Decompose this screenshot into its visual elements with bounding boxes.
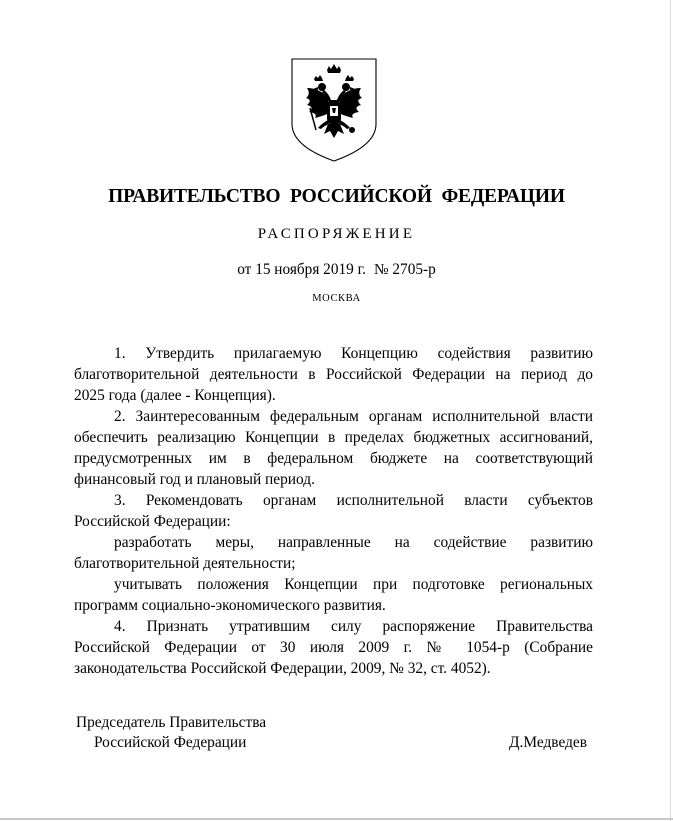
- signatory-name: Д.Медведев: [509, 734, 588, 751]
- body-line: 3. Рекомендовать органам исполнительной власти субъектов: [114, 492, 593, 509]
- body-line: 1. Утвердить прилагаемую Концепцию содействия развитию: [114, 345, 593, 362]
- body-line: разработать меры, направленные на содействие развитию: [114, 534, 593, 551]
- signatory-position-line2: Российской Федерации: [94, 734, 247, 751]
- russian-coat-of-arms-icon: [291, 58, 377, 162]
- document-number: № 2705-р: [373, 261, 436, 278]
- body-line: учитывать положения Концепции при подготовке региональных: [114, 576, 593, 593]
- body-line: Российской Федерации:: [74, 513, 231, 530]
- document-type: РАСПОРЯЖЕНИЕ: [257, 226, 416, 242]
- body-line: благотворительной деятельности;: [74, 555, 296, 572]
- body-line: обеспечить реализацию Концепции в пределах бюджетных ассигнований,: [74, 429, 593, 446]
- document-date: от 15 ноября 2019 г.: [237, 261, 366, 278]
- government-title: ПРАВИТЕЛЬСТВО РОССИЙСКОЙ ФЕДЕРАЦИИ: [108, 186, 565, 207]
- body-line: 2025 года (далее - Концепция).: [74, 387, 276, 404]
- body-line: предусмотренных им в федеральном бюджете на соответствующий: [74, 450, 593, 467]
- body-line: Российской Федерации от 30 июля 2009 г. № 1054-р (Собрание: [74, 639, 593, 656]
- page-edge-bottom: [0, 818, 673, 820]
- document-city: МОСКВА: [312, 293, 361, 304]
- body-line: благотворительной деятельности в Российской Федерации на период до: [74, 366, 593, 383]
- body-line: 4. Признать утратившим силу распоряжение Правительства: [114, 618, 593, 635]
- body-line: 2. Заинтересованным федеральным органам исполнительной власти: [114, 408, 593, 425]
- signatory-position-line1: Председатель Правительства: [76, 714, 267, 731]
- body-line: финансовый год и плановый период.: [74, 471, 315, 488]
- body-line: программ социально-экономического развития.: [74, 597, 386, 614]
- document-date-line: [0, 261, 673, 279]
- body-line: законодательства Российской Федерации, 2009, № 32, ст. 4052).: [74, 660, 491, 677]
- page-edge-right: [670, 0, 671, 821]
